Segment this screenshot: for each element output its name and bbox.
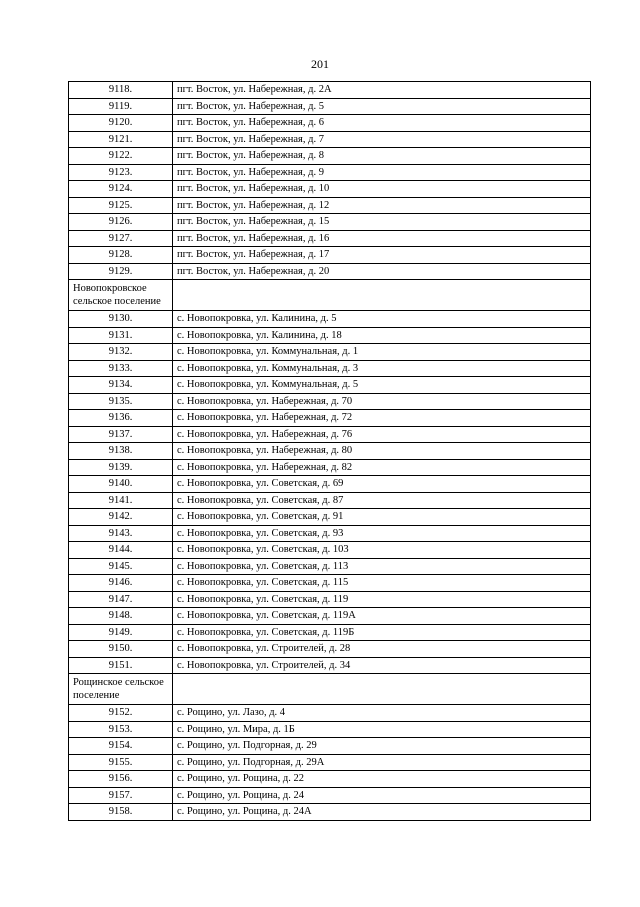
row-address: с. Рощино, ул. Подгорная, д. 29	[173, 738, 591, 755]
row-address: с. Новопокровка, ул. Коммунальная, д. 3	[173, 360, 591, 377]
row-address: с. Новопокровка, ул. Набережная, д. 82	[173, 459, 591, 476]
table-row	[69, 705, 591, 722]
row-number: 9128.	[69, 247, 173, 264]
row-number: 9146.	[69, 575, 173, 592]
row-number: 9150.	[69, 641, 173, 658]
table-row	[69, 360, 591, 377]
table-row	[69, 393, 591, 410]
row-number: 9143.	[69, 525, 173, 542]
row-number: 9126.	[69, 214, 173, 231]
table-row	[69, 82, 591, 99]
row-address: с. Новопокровка, ул. Советская, д. 103	[173, 542, 591, 559]
table-row	[69, 327, 591, 344]
row-number: 9156.	[69, 771, 173, 788]
row-address: с. Новопокровка, ул. Советская, д. 119Б	[173, 624, 591, 641]
row-number: 9127.	[69, 230, 173, 247]
row-number: 9118.	[69, 82, 173, 99]
row-address: с. Рощино, ул. Подгорная, д. 29А	[173, 754, 591, 771]
row-number: 9140.	[69, 476, 173, 493]
row-number: 9157.	[69, 787, 173, 804]
row-address: пгт. Восток, ул. Набережная, д. 17	[173, 247, 591, 264]
row-address: пгт. Восток, ул. Набережная, д. 15	[173, 214, 591, 231]
table-row	[69, 476, 591, 493]
row-address: с. Рощино, ул. Рощина, д. 24А	[173, 804, 591, 821]
row-number: 9158.	[69, 804, 173, 821]
section-row	[69, 280, 591, 311]
table-row	[69, 131, 591, 148]
row-address: пгт. Восток, ул. Набережная, д. 5	[173, 98, 591, 115]
row-number: 9125.	[69, 197, 173, 214]
row-number: 9136.	[69, 410, 173, 427]
table-row	[69, 410, 591, 427]
row-number: 9141.	[69, 492, 173, 509]
row-address: с. Новопокровка, ул. Строителей, д. 28	[173, 641, 591, 658]
row-number: 9131.	[69, 327, 173, 344]
table-row	[69, 525, 591, 542]
table-row	[69, 608, 591, 625]
address-table-body	[69, 82, 591, 821]
row-number: 9149.	[69, 624, 173, 641]
row-address: с. Новопокровка, ул. Набережная, д. 72	[173, 410, 591, 427]
table-row	[69, 542, 591, 559]
table-row	[69, 641, 591, 658]
row-number: 9130.	[69, 311, 173, 328]
row-address: пгт. Восток, ул. Набережная, д. 2А	[173, 82, 591, 99]
row-number: 9144.	[69, 542, 173, 559]
section-name: Рощинское сельское поселение	[69, 674, 173, 705]
row-number: 9155.	[69, 754, 173, 771]
row-address: пгт. Восток, ул. Набережная, д. 9	[173, 164, 591, 181]
table-row	[69, 115, 591, 132]
row-number: 9153.	[69, 721, 173, 738]
table-row	[69, 197, 591, 214]
row-address: с. Новопокровка, ул. Советская, д. 87	[173, 492, 591, 509]
table-row	[69, 426, 591, 443]
row-address: с. Новопокровка, ул. Советская, д. 119	[173, 591, 591, 608]
table-row	[69, 509, 591, 526]
table-row	[69, 575, 591, 592]
row-number: 9133.	[69, 360, 173, 377]
row-address: с. Новопокровка, ул. Калинина, д. 5	[173, 311, 591, 328]
table-row	[69, 624, 591, 641]
row-number: 9124.	[69, 181, 173, 198]
row-address: с. Рощино, ул. Мира, д. 1Б	[173, 721, 591, 738]
table-row	[69, 459, 591, 476]
page-number: 201	[311, 57, 329, 71]
row-number: 9129.	[69, 263, 173, 280]
row-address: с. Новопокровка, ул. Советская, д. 113	[173, 558, 591, 575]
row-number: 9119.	[69, 98, 173, 115]
row-number: 9147.	[69, 591, 173, 608]
table-row	[69, 148, 591, 165]
row-address: с. Новопокровка, ул. Коммунальная, д. 5	[173, 377, 591, 394]
table-row	[69, 214, 591, 231]
table-row	[69, 738, 591, 755]
row-address: с. Новопокровка, ул. Набережная, д. 80	[173, 443, 591, 460]
row-number: 9132.	[69, 344, 173, 361]
table-row	[69, 804, 591, 821]
table-row	[69, 247, 591, 264]
table-row	[69, 377, 591, 394]
table-row	[69, 787, 591, 804]
row-address: пгт. Восток, ул. Набережная, д. 6	[173, 115, 591, 132]
address-table	[68, 81, 591, 821]
section-row	[69, 674, 591, 705]
row-number: 9152.	[69, 705, 173, 722]
row-address: с. Новопокровка, ул. Советская, д. 91	[173, 509, 591, 526]
row-number: 9151.	[69, 657, 173, 674]
row-address: с. Новопокровка, ул. Строителей, д. 34	[173, 657, 591, 674]
row-address: пгт. Восток, ул. Набережная, д. 7	[173, 131, 591, 148]
table-row	[69, 443, 591, 460]
table-row	[69, 771, 591, 788]
row-address: с. Новопокровка, ул. Коммунальная, д. 1	[173, 344, 591, 361]
table-row	[69, 492, 591, 509]
row-address: пгт. Восток, ул. Набережная, д. 20	[173, 263, 591, 280]
row-number: 9148.	[69, 608, 173, 625]
table-row	[69, 230, 591, 247]
row-address: с. Новопокровка, ул. Набережная, д. 76	[173, 426, 591, 443]
table-row	[69, 263, 591, 280]
section-empty-cell	[173, 280, 591, 311]
row-number: 9120.	[69, 115, 173, 132]
row-address: с. Рощино, ул. Рощина, д. 22	[173, 771, 591, 788]
row-address: с. Рощино, ул. Лазо, д. 4	[173, 705, 591, 722]
row-number: 9137.	[69, 426, 173, 443]
row-address: с. Новопокровка, ул. Калинина, д. 18	[173, 327, 591, 344]
row-address: с. Новопокровка, ул. Советская, д. 69	[173, 476, 591, 493]
row-number: 9134.	[69, 377, 173, 394]
row-address: с. Рощино, ул. Рощина, д. 24	[173, 787, 591, 804]
row-address: с. Новопокровка, ул. Советская, д. 119А	[173, 608, 591, 625]
row-address: с. Новопокровка, ул. Советская, д. 93	[173, 525, 591, 542]
table-row	[69, 657, 591, 674]
table-row	[69, 98, 591, 115]
table-row	[69, 181, 591, 198]
table-row	[69, 721, 591, 738]
row-number: 9121.	[69, 131, 173, 148]
table-row	[69, 591, 591, 608]
row-number: 9145.	[69, 558, 173, 575]
row-address: пгт. Восток, ул. Набережная, д. 16	[173, 230, 591, 247]
section-empty-cell	[173, 674, 591, 705]
row-address: с. Новопокровка, ул. Советская, д. 115	[173, 575, 591, 592]
row-address: пгт. Восток, ул. Набережная, д. 10	[173, 181, 591, 198]
row-number: 9135.	[69, 393, 173, 410]
table-row	[69, 754, 591, 771]
section-name: Новопокровское сельское поселение	[69, 280, 173, 311]
table-row	[69, 344, 591, 361]
row-number: 9122.	[69, 148, 173, 165]
row-address: пгт. Восток, ул. Набережная, д. 8	[173, 148, 591, 165]
row-number: 9138.	[69, 443, 173, 460]
table-row	[69, 558, 591, 575]
row-number: 9142.	[69, 509, 173, 526]
table-row	[69, 311, 591, 328]
row-number: 9154.	[69, 738, 173, 755]
row-number: 9123.	[69, 164, 173, 181]
table-row	[69, 164, 591, 181]
row-number: 9139.	[69, 459, 173, 476]
row-address: пгт. Восток, ул. Набережная, д. 12	[173, 197, 591, 214]
row-address: с. Новопокровка, ул. Набережная, д. 70	[173, 393, 591, 410]
